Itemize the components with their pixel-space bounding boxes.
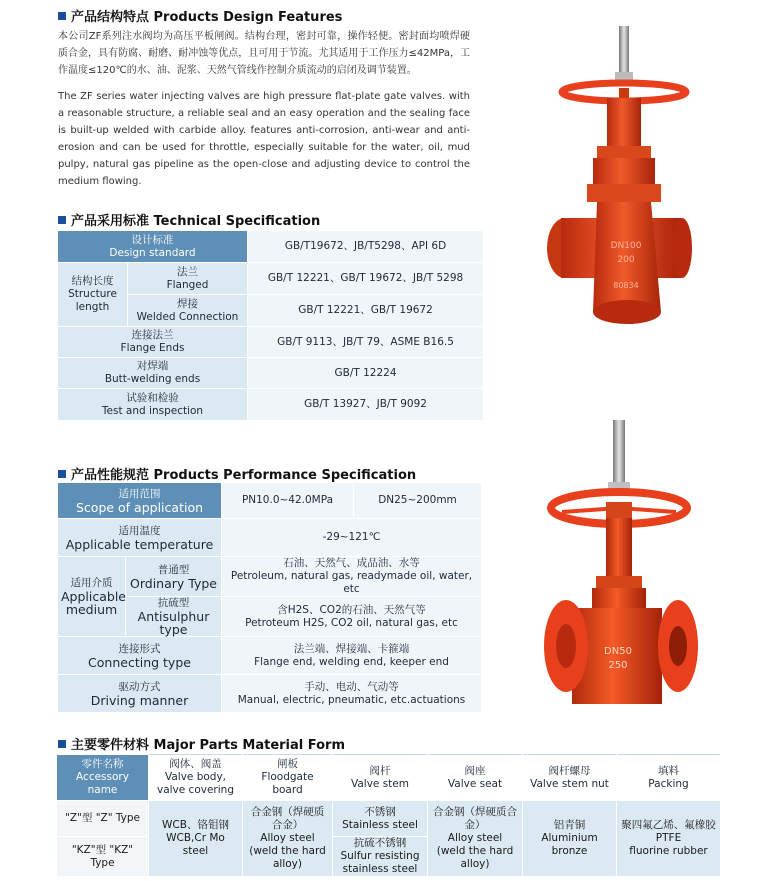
valve-stem-nut-material: 铝青铜 Aluminium bronze [523, 801, 617, 877]
performance-spec-table [57, 482, 482, 713]
valve-body-header: 阀体、阀盖 Valve body, valve covering [149, 755, 243, 801]
table-row [58, 483, 482, 519]
valve-stem-header: 阀杆 Valve stem [333, 755, 428, 801]
antisulphur-type-value: 含H2S、CO2的石油、天然气等 Petroteum H2S, CO2 oil, natural gas, etc [222, 597, 482, 637]
welded-gate-valve-image [535, 22, 695, 332]
table-row [58, 557, 482, 597]
valve-seat-header: 阀座 Valve seat [428, 755, 523, 801]
table-header-row [57, 755, 721, 801]
floodgate-header: 闸板 Floodgate board [243, 755, 333, 801]
test-inspection-value: GB/T 13927、JB/T 9092 [248, 389, 484, 421]
structure-length-label: 结构长度 Structure length [58, 263, 128, 327]
driving-manner-value: 手动、电动、气动等 Manual, electric, pneumatic, etc.actuations [222, 675, 482, 713]
section-bullet-icon [58, 12, 66, 20]
valve-body-material: WCB、铬钼钢 WCB,Cr Mo steel [149, 801, 243, 877]
section-title-performance-spec: 产品性能规范 Products Performance Specification [58, 464, 416, 483]
connecting-type-label: 连接形式 Connecting type [58, 637, 222, 675]
table-row [58, 263, 484, 295]
intro-paragraph-en: The ZF series water injecting valves are high pressure flat-plate gate valves. with a reasonable structure, a reliable seal and an easy operation and the sealing face is built-up welded with carbide alloy. features anti-corrosion, anti-wear and anti-erosion and can be used for throttle, especially suitable for the water, oil, mud pulpy, natural gas pipeline as the open-close and adjusting device to control the medium flowing. [58, 91, 470, 187]
welded-label: 焊接 Welded Connection [128, 295, 248, 327]
table-row [58, 389, 484, 421]
section-bullet-icon [58, 216, 66, 224]
section-bullet-icon [58, 740, 66, 748]
scope-pn-value: PN10.0~42.0MPa [222, 483, 354, 519]
section-title-technical-spec: 产品采用标准 Technical Specification [58, 210, 320, 229]
packing-material: 聚四氟乙烯、氟橡胶 PTFE fluorine rubber [617, 801, 721, 877]
design-standard-label: 设计标准 Design standard [58, 231, 248, 263]
scope-dn-value: DN25~200mm [354, 483, 482, 519]
intro-paragraph-cn: 本公司ZF系列注水阀均为高压平板闸阀。结构台理，密封可靠，操作轻便。密封面均喷焊硬质合金，具有防腐、耐磨、耐冲蚀等优点，且可用于节流。尤其适用于工作压力≤42MPa，工作温度≤120℃的水、油、泥浆、天然气管线作控制介质流动的启闭及调节装置。 [58, 31, 470, 76]
table-row [58, 675, 482, 713]
ordinary-type-label: 普通型 Ordinary Type [126, 557, 222, 597]
valve2-mark-size: DN50 [604, 646, 632, 657]
butt-welding-label: 对焊端 Butt-welding ends [58, 358, 248, 389]
welded-value: GB/T 12221、GB/T 19672 [248, 295, 484, 327]
technical-spec-table [57, 230, 484, 421]
table-row [58, 637, 482, 675]
flanged-value: GB/T 12221、GB/T 19672、JB/T 5298 [248, 263, 484, 295]
table-row [58, 358, 484, 389]
valve-seat-material: 合金钢（焊硬质合金） Alloy steel (weld the hard alloy) [428, 801, 523, 877]
butt-welding-value: GB/T 12224 [248, 358, 484, 389]
table-row [58, 327, 484, 358]
valve-stem-z-material: 不锈钢 Stainless steel [333, 801, 428, 837]
flanged-label: 法兰 Flanged [128, 263, 248, 295]
valve-stem-kz-material: 抗硫不锈钢 Sulfur resisting stainless steel [333, 837, 428, 877]
valve1-mark-size: DN100 [610, 241, 642, 251]
section-title-material-form: 主要零件材料 Major Parts Material Form [58, 734, 345, 753]
table-row [58, 231, 484, 263]
section-title-design-features: 产品结构特点 Products Design Features [58, 6, 342, 25]
design-standard-value: GB/T19672、JB/T5298、API 6D [248, 231, 484, 263]
medium-label: 适用介质 Applicable medium [58, 557, 126, 637]
antisulphur-type-label: 抗硫型 Antisulphur type [126, 597, 222, 637]
table-row [58, 519, 482, 557]
valve2-mark-pressure: 250 [608, 660, 628, 671]
table-row [57, 801, 721, 837]
valve1-mark-serial: 80834 [613, 281, 639, 290]
material-form-table [56, 754, 721, 877]
valve1-mark-pressure: 200 [617, 255, 635, 265]
z-type-label: "Z"型 "Z" Type [57, 801, 149, 837]
flange-ends-value: GB/T 9113、JB/T 79、ASME B16.5 [248, 327, 484, 358]
driving-manner-label: 驱动方式 Driving manner [58, 675, 222, 713]
connecting-type-value: 法兰端、焊接端、卡箍端 Flange end, welding end, keeper end [222, 637, 482, 675]
test-inspection-label: 试验和检验 Test and inspection [58, 389, 248, 421]
kz-type-label: "KZ"型 "KZ" Type [57, 837, 149, 877]
flanged-gate-valve-image [540, 420, 710, 720]
accessory-name-header: 零件名称 Accessory name [57, 755, 149, 801]
temperature-label: 适用温度 Applicable temperature [58, 519, 222, 557]
scope-label: 适用范围 Scope of application [58, 483, 222, 519]
section-bullet-icon [58, 470, 66, 478]
ordinary-type-value: 石油、天然气、成品油、水等 Petroleum, natural gas, readymade oil, water, etc [222, 557, 482, 597]
packing-header: 填料 Packing [617, 755, 721, 801]
floodgate-material: 合金钢（焊硬质合金） Alloy steel (weld the hard alloy) [243, 801, 333, 877]
valve-stem-nut-header: 阀杆螺母 Valve stem nut [523, 755, 617, 801]
temperature-value: -29~121℃ [222, 519, 482, 557]
flange-ends-label: 连接法兰 Flange Ends [58, 327, 248, 358]
